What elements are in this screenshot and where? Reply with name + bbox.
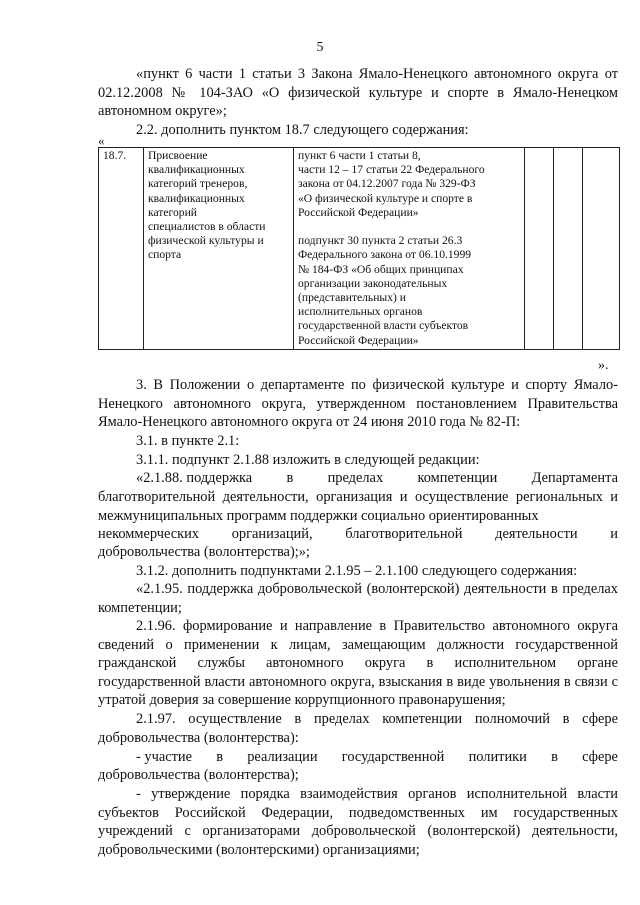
word: некоммерческих	[98, 526, 199, 542]
close-quote: ».	[598, 358, 609, 373]
cell-line: квалификационных	[148, 191, 245, 205]
cell-line: № 184-ФЗ «Об общих принципах	[298, 262, 464, 276]
amendment-table	[98, 147, 620, 350]
subparagraph-2-1-88-line4	[98, 525, 618, 544]
word: государственной	[341, 749, 445, 765]
word: в	[551, 749, 558, 765]
row-basis-text	[298, 149, 520, 348]
cell-line: Присвоение	[148, 149, 208, 162]
paragraph-3: 3. В Положении о департаменте по физической культуре и спорту Ямало-Ненецкого автономного округа, утвержденном постановлением Правительства Ямало-Ненецкого автономного округа от 24 июня 2010 года № 82-П:	[98, 377, 618, 430]
word: политики	[468, 749, 527, 765]
word: и	[610, 526, 618, 542]
cell-line: спорта	[148, 248, 182, 262]
word: «2.1.88. поддержка	[136, 470, 253, 486]
cell-line: Российской Федерации»	[298, 333, 419, 347]
row-name-text	[148, 149, 289, 263]
empty-cell	[583, 148, 620, 350]
word: сфере	[582, 749, 618, 765]
subparagraph-2-1-88-body: благотворительной деятельности, организация и осуществление региональных и межмуниципальных программ поддержки социально ориентированных	[98, 489, 618, 524]
cell-line: организации законодательных	[298, 276, 448, 290]
subparagraph-2-1-88-end: добровольчества (волонтерства);»;	[98, 544, 310, 560]
cell-line: физической культуры и	[148, 234, 264, 248]
word: деятельности	[495, 526, 578, 542]
empty-cell	[525, 148, 554, 350]
cell-line: (представительных) и	[298, 291, 406, 305]
word: благотворительной	[345, 526, 463, 542]
word: компетенции	[417, 470, 498, 486]
table-row	[99, 148, 620, 350]
subparagraph-2-1-97: 2.1.97. осуществление в пределах компетенции полномочий в сфере добровольчества (волонтерства):	[98, 711, 618, 746]
cell-line: закона от 04.12.2007 года № 329-ФЗ	[298, 177, 476, 191]
cell-line: исполнительных органов	[298, 305, 423, 319]
cell-line: Российской Федерации»	[298, 205, 419, 219]
row-name-cell	[144, 148, 294, 350]
word: пределах	[327, 470, 384, 486]
row-basis-cell	[294, 148, 525, 350]
cell-line: части 12 – 17 статьи 22 Федерального	[298, 163, 485, 177]
word: в	[216, 749, 223, 765]
paragraph-3-1: 3.1. в пункте 2.1:	[136, 433, 240, 449]
cell-line: подпункт 30 пункта 2 статьи 26.3	[298, 234, 463, 248]
paragraph-3-1-2: 3.1.2. дополнить подпунктами 2.1.95 – 2.1.100 следующего содержания:	[136, 563, 578, 579]
bullet-1-line1	[136, 748, 618, 767]
cell-line	[298, 220, 520, 234]
subparagraph-2-1-96: 2.1.96. формирование и направление в Правительство автономного округа сведений о применении к лицам, замещающим должности государственной гражданской службы автономного округа в исполнительном органе государственной власти автономного округа, взыскания в виде увольнения в связи с утратой доверия за совершение коррупционного правонарушения;	[98, 618, 618, 708]
word: организаций,	[231, 526, 313, 542]
word: в	[286, 470, 294, 486]
quote-reference: «пункт 6 части 1 статьи 3 Закона Ямало-Ненецкого автономного округа от 02.12.2008 № 104-ЗАО «О физической культуре и спорте в Ямало-Ненецком автономном округе»;	[98, 66, 618, 119]
cell-line: «О физической культуре и спорте в	[298, 191, 473, 205]
subparagraph-2-1-88-line1	[136, 469, 618, 488]
empty-cell	[554, 148, 583, 350]
cell-line: квалификационных	[148, 163, 245, 177]
row-number: 18.7.	[99, 148, 144, 350]
cell-line: категорий	[148, 205, 197, 219]
subparagraph-2-1-95: «2.1.95. поддержка добровольческой (волонтерской) деятельности в пределах компетенции;	[98, 581, 618, 616]
cell-line: Федерального закона от 06.10.1999	[298, 248, 472, 262]
word: Департамента	[531, 470, 618, 486]
cell-line: специалистов в области	[148, 220, 266, 234]
cell-line: пункт 6 части 1 статьи 8,	[298, 149, 421, 162]
page-number: 5	[316, 40, 324, 55]
word: - участие	[136, 749, 192, 765]
paragraph-3-1-1: 3.1.1. подпункт 2.1.88 изложить в следующей редакции:	[136, 452, 480, 468]
cell-line: государственной власти субъектов	[298, 319, 469, 333]
word: реализации	[247, 749, 318, 765]
open-quote: «	[98, 133, 105, 148]
item-2-2: 2.2. дополнить пунктом 18.7 следующего содержания:	[136, 122, 469, 138]
cell-line: категорий тренеров,	[148, 177, 248, 191]
bullet-2: - утверждение порядка взаимодействия органов исполнительной власти субъектов Российской Федерации, подведомственных им государственных учреждений с организаторами добровольческой (волонтерской) деятельности, добровольческими (волонтерскими) организациями;	[98, 786, 618, 858]
bullet-1-end: добровольчества (волонтерства);	[98, 767, 299, 783]
